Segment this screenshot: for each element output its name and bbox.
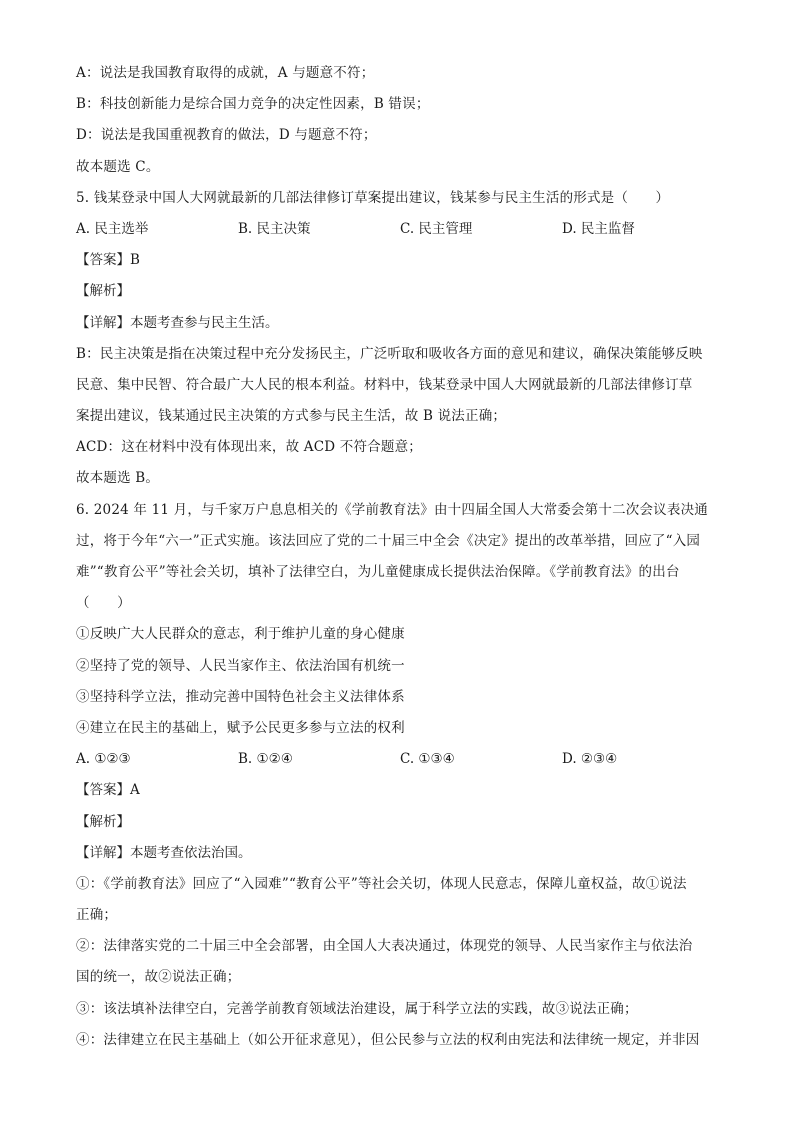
q6-analysis-label: 【解析】 (76, 813, 130, 830)
q5-option-b: B. 民主决策 (238, 220, 311, 237)
q6-detail-text: 本题考查依法治国。 (130, 844, 252, 861)
prev-explain-line-3: D：说法是我国重视教育的做法，D 与题意不符； (76, 127, 377, 144)
q6-statement-2: ②坚持了党的领导、人民当家作主、依法治国有机统一 (76, 657, 405, 674)
q6-explain-line-5: ③：该法填补法律空白，完善学前教育领域法治建设，属于科学立法的实践，故③说法正确； (76, 1000, 638, 1017)
q6-explain-line-4: 国的统一，故②说法正确； (76, 969, 241, 986)
q6-option-d: D. ②③④ (562, 751, 618, 768)
q5-option-d: D. 民主监督 (562, 220, 635, 237)
q6-explain-line-2: 正确； (76, 907, 118, 924)
q6-statement-4: ④建立在民主的基础上，赋予公民更多参与立法的权利 (76, 719, 405, 736)
prev-explain-line-1: A：说法是我国教育取得的成就，A 与题意不符； (76, 65, 375, 81)
prev-conclusion: 故本题选 C。 (76, 158, 160, 175)
q6-statement-3: ③坚持科学立法，推动完善中国特色社会主义法律体系 (76, 688, 405, 705)
q6-option-b: B. ①②④ (238, 751, 293, 768)
q5-option-a: A. 民主选举 (76, 220, 149, 237)
q6-detail-label: 【详解】 (76, 844, 130, 861)
q5-answer (76, 245, 726, 276)
q5-answer-label: 【答案】 (76, 252, 130, 269)
q6-stem-line-4: （ ） (76, 595, 131, 612)
q6-option-c: C. ①③④ (400, 751, 455, 768)
prev-explain-line-2: B：科技创新能力是综合国力竞争的决定性因素，B 错误； (76, 96, 430, 113)
q6-stem-line-3: 难”“教育公平”等社会关切，填补了法律空白，为儿童健康成长提供法治保障。《学前教育法》的出台 (76, 564, 680, 580)
q6-answer (76, 775, 726, 806)
q5-explain-line-3: 案提出建议，钱某通过民主决策的方式参与民主生活，故 B 说法正确； (76, 408, 507, 425)
q6-stem-line-2: 过，将于今年“六一”正式实施。该法回应了党的二十届三中全会《决定》提出的改革举措，回应了“入园 (76, 532, 701, 549)
q6-stem-line-1: 6. 2024 年 11 月，与千家万户息息相关的《学前教育法》由十四届全国人大常委会第十二次会议表决通 (76, 501, 708, 518)
q5-detail (76, 308, 726, 339)
q6-answer-label: 【答案】 (76, 782, 130, 799)
q5-explain-line-1: B：民主决策是指在决策过程中充分发扬民主，广泛听取和吸收各方面的意见和建议，确保决策能够反映 (76, 345, 703, 362)
q5-option-c: C. 民主管理 (400, 220, 473, 237)
q6-explain-line-1: ①：《学前教育法》回应了“入园难”“教育公平”等社会关切，体现人民意志，保障儿童权益，故①说法 (76, 875, 687, 892)
q5-detail-label: 【详解】 (76, 314, 130, 331)
q6-answer-value: A (130, 782, 140, 799)
q5-answer-value: B (130, 252, 140, 269)
q5-analysis-label: 【解析】 (76, 283, 130, 300)
document-page (76, 58, 726, 1056)
q6-detail (76, 838, 726, 869)
q5-conclusion: 故本题选 B。 (76, 470, 160, 487)
q6-explain-line-6: ④：法律建立在民主基础上（如公开征求意见），但公民参与立法的权利由宪法和法律统一规定，并非因 (76, 1031, 700, 1048)
q6-option-a: A. ①②③ (76, 751, 131, 768)
q5-detail-text: 本题考查参与民主生活。 (130, 314, 279, 331)
q5-explain-line-4: ACD：这在材料中没有体现出来，故 ACD 不符合题意； (76, 439, 422, 456)
q6-explain-line-3: ②：法律落实党的二十届三中全会部署，由全国人大表决通过，体现党的领导、人民当家作主与依法治 (76, 938, 693, 955)
q5-options (76, 214, 726, 245)
q5-explain-line-2: 民意、集中民智、符合最广大人民的根本利益。材料中，钱某登录中国人大网就最新的几部法律修订草 (76, 376, 693, 393)
q6-options (76, 744, 726, 775)
q5-stem: 5. 钱某登录中国人大网就最新的几部法律修订草案提出建议，钱某参与民主生活的形式是（ ） (76, 189, 670, 206)
q6-statement-1: ①反映广大人民群众的意志，利于维护儿童的身心健康 (76, 626, 405, 643)
